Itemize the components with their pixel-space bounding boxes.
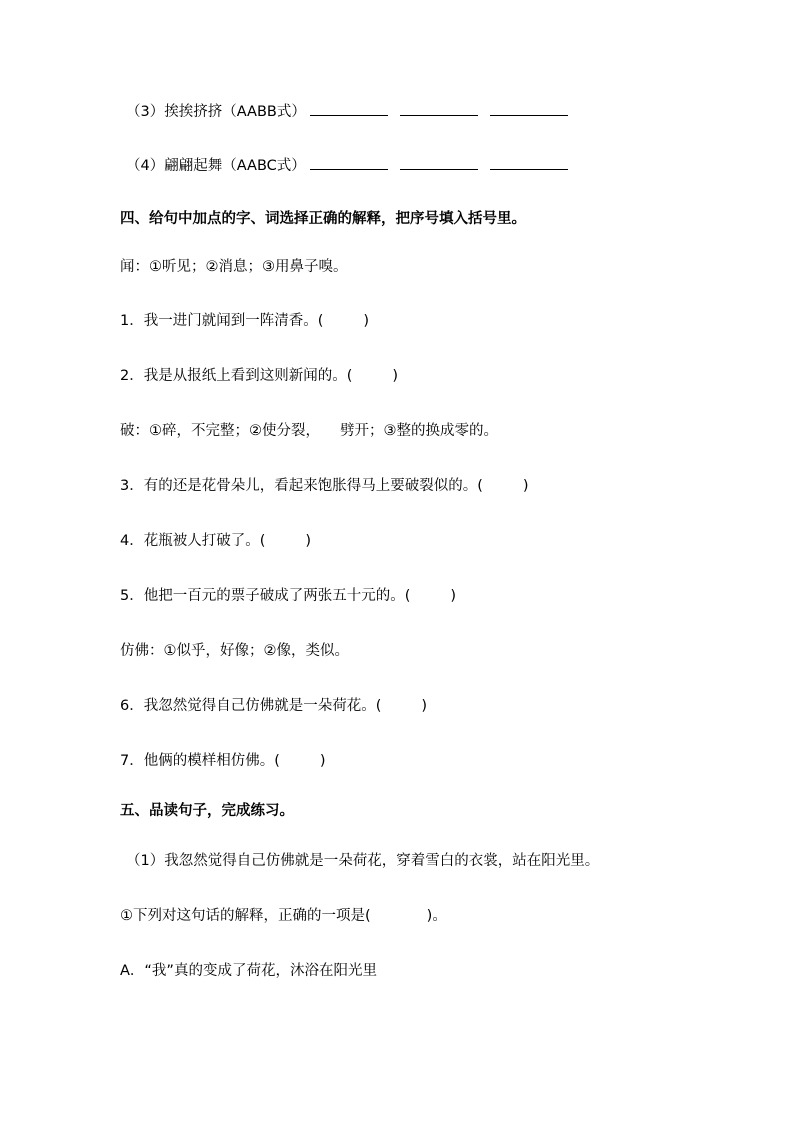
- section-5-title: 五、品读句子，完成练习。: [120, 802, 294, 819]
- section-5-sentence: （1）我忽然觉得自己仿佛就是一朵荷花，穿着雪白的衣裳，站在阳光里。: [126, 853, 600, 869]
- sentence-3: [120, 476, 529, 496]
- sentence-3-text: 3．有的还是花骨朵儿，看起来饱胀得马上要破裂似的。(: [120, 478, 483, 494]
- sentence-6-close: ): [421, 698, 428, 714]
- sentence-7: [120, 751, 326, 771]
- definition-po: [120, 421, 498, 441]
- sentence-4-close: ): [305, 533, 312, 549]
- question-4-label: （4）翩翩起舞（AABC式）: [126, 158, 306, 174]
- sentence-7-text: 7．他俩的模样相仿佛。(: [120, 753, 280, 769]
- sentence-3-close: ): [522, 478, 529, 494]
- answer-blank[interactable]: [490, 155, 568, 170]
- question-4: [126, 155, 568, 176]
- sentence-7-close: ): [319, 753, 326, 769]
- sentence-5-close: ): [450, 588, 457, 604]
- sentence-6: [120, 696, 427, 716]
- sentence-2-text: 2．我是从报纸上看到这则新闻的。(: [120, 368, 353, 384]
- question-3: [126, 101, 568, 122]
- sentence-6-text: 6．我忽然觉得自己仿佛就是一朵荷花。(: [120, 698, 382, 714]
- section-4-title: 四、给句中加点的字、词选择正确的解释，把序号填入括号里。: [120, 210, 526, 227]
- definition-wen: 闻：①听见；②消息；③用鼻子嗅。: [120, 259, 348, 275]
- sentence-5-text: 5．他把一百元的票子破成了两张五十元的。(: [120, 588, 411, 604]
- subquestion-1: [120, 906, 447, 926]
- sentence-1-text: 1．我一进门就闻到一阵清香。(: [120, 313, 324, 329]
- subquestion-1-text: ①下列对这句话的解释，正确的一项是(: [120, 908, 371, 924]
- definition-po-b: 劈开；③整的换成零的。: [340, 423, 498, 439]
- sentence-2-close: ): [392, 368, 399, 384]
- sentence-1: [120, 311, 369, 331]
- answer-blank[interactable]: [310, 101, 388, 116]
- question-3-label: （3）挨挨挤挤（AABB式）: [126, 104, 306, 120]
- answer-blank[interactable]: [400, 101, 478, 116]
- definition-po-a: 破：①碎，不完整；②使分裂，: [120, 423, 320, 439]
- definition-fangfu: 仿佛：①似乎，好像；②像，类似。: [120, 643, 349, 659]
- sentence-2: [120, 366, 398, 386]
- option-a[interactable]: A．“我”真的变成了荷花，沐浴在阳光里: [120, 963, 377, 979]
- sentence-4: [120, 531, 311, 551]
- answer-blank[interactable]: [400, 155, 478, 170]
- sentence-4-text: 4．花瓶被人打破了。(: [120, 533, 266, 549]
- sentence-5: [120, 586, 456, 606]
- answer-blank[interactable]: [310, 155, 388, 170]
- answer-blank[interactable]: [490, 101, 568, 116]
- subquestion-1-close: )。: [426, 908, 447, 924]
- sentence-1-close: ): [363, 313, 370, 329]
